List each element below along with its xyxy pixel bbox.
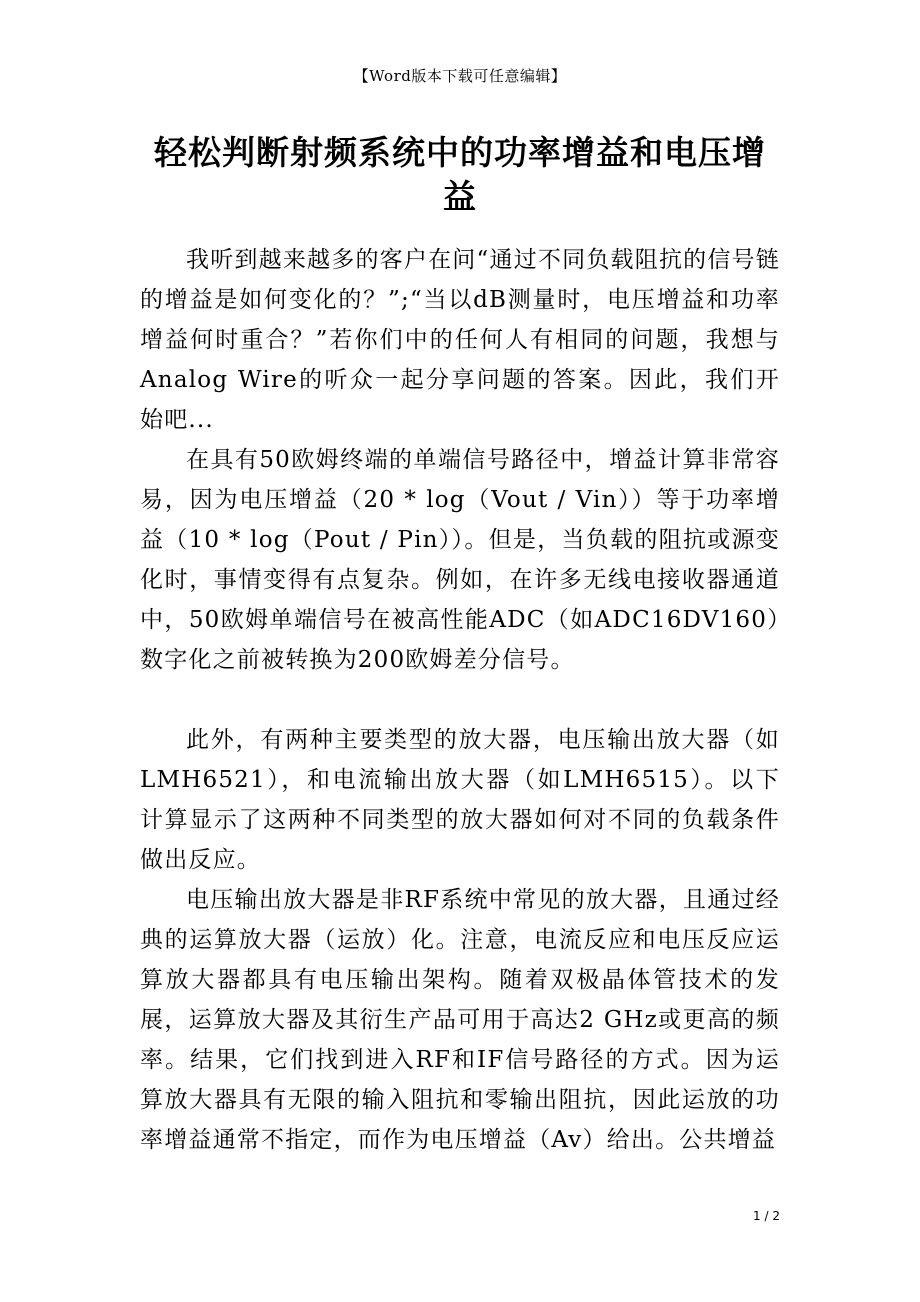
page-number: 1 / 2	[753, 1209, 780, 1223]
document-body	[140, 240, 780, 1160]
paragraph-gain-calculation: 在具有50欧姆终端的单端信号路径中，增益计算非常容易，因为电压增益（20 * log（Vout / Vin））等于功率增益（10 * log（Pout / Pin））。但是，当负载的阻抗或源变化时，事情变得有点复杂。例如，在许多无线电接收器通道中，50欧姆单端信号在被高性能ADC（如ADC16DV160）数字化之前被转换为200欧姆差分信号。	[140, 447, 780, 673]
document-title: 轻松判断射频系统中的功率增益和电压增益	[154, 133, 766, 216]
paragraph-intro: 我听到越来越多的客户在问“通过不同负载阻抗的信号链的增益是如何变化的？”;“当以dB测量时，电压增益和功率增益何时重合？”若你们中的任何人有相同的问题，我想与Analog Wire的听众一起分享问题的答案。因此，我们开始吧...	[140, 247, 780, 433]
paragraph-amplifier-types: 此外，有两种主要类型的放大器，电压输出放大器（如LMH6521），和电流输出放大器（如LMH6515）。以下计算显示了这两种不同类型的放大器如何对不同的负载条件做出反应。	[140, 727, 780, 873]
download-note: 【Word版本下载可任意编辑】	[353, 67, 567, 85]
paragraph-voltage-output-amplifier: 电压输出放大器是非RF系统中常见的放大器，且通过经典的运算放大器（运放）化。注意，电流反应和电压反应运算放大器都具有电压输出架构。随着双极晶体管技术的发展，运算放大器及其衍生产品可用于高达2 GHz或更高的频率。结果，它们找到进入RF和IF信号路径的方式。因为运算放大器具有无限的输入阻抗和零输出阻抗，因此运放的功率增益通常不指定，而作为电压增益（Av）给出。公共增益	[140, 887, 780, 1153]
